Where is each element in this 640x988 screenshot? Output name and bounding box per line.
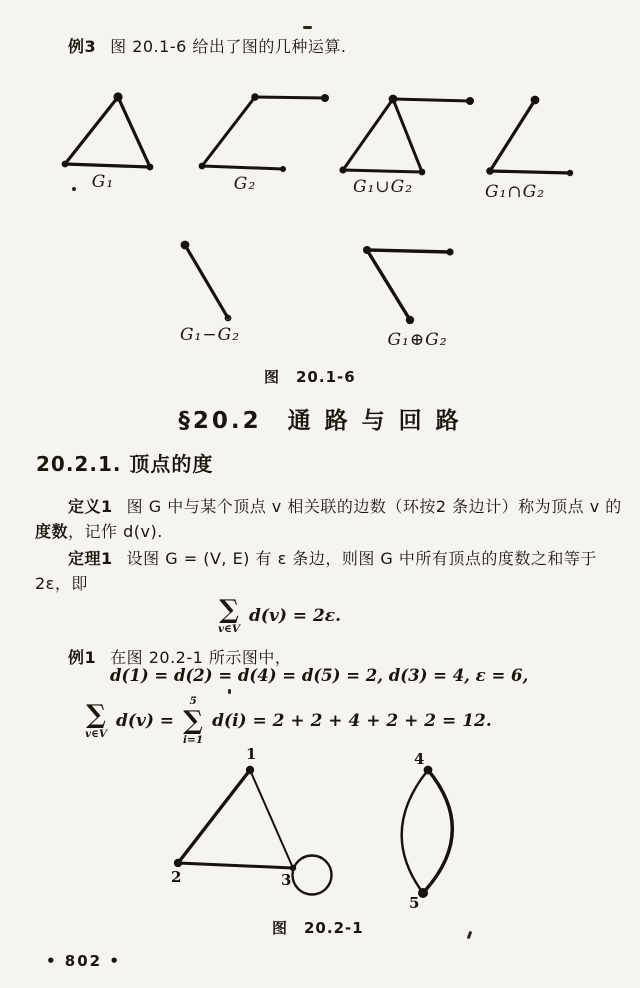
vertex-dot bbox=[246, 766, 254, 774]
graph-g2-label: G₂ bbox=[233, 174, 257, 194]
graph-g2-drawing bbox=[188, 88, 335, 180]
theorem1-line2: 2ε，即 bbox=[35, 574, 88, 593]
vertex-dot bbox=[321, 94, 329, 102]
definition1-text: 图 G 中与某个顶点 v 相关联的边数（环按2 条边计）称为顶点 v 的 bbox=[126, 497, 622, 516]
example1-line bbox=[68, 645, 291, 668]
graph-intersection-edges bbox=[490, 100, 570, 173]
figure2-vertices bbox=[174, 766, 433, 898]
definition1-line1 bbox=[68, 494, 622, 517]
sigma-glyph: ∑ bbox=[183, 705, 203, 736]
degree-term: 度数 bbox=[35, 522, 69, 541]
graph-g1-label: G₁ bbox=[91, 172, 115, 192]
vertex-dot bbox=[363, 246, 371, 254]
section-header: §20.2 通 路 与 回 路 bbox=[178, 408, 462, 434]
vertex-dot bbox=[389, 95, 398, 104]
graph-ringsum-label: G₁⊕G₂ bbox=[387, 330, 448, 350]
vertex-dot bbox=[113, 92, 122, 101]
figure2-edges bbox=[178, 770, 452, 895]
graph-g2-vertices bbox=[199, 93, 329, 172]
vertex-dot bbox=[147, 164, 154, 171]
formula-mid: d(v) = bbox=[116, 710, 175, 731]
vertex-label-4: 4 bbox=[414, 750, 425, 768]
graph-union-edges bbox=[343, 99, 470, 172]
sum-lower-limit: i=1 bbox=[183, 733, 204, 746]
parallel-edge-right bbox=[423, 770, 452, 893]
graph-g1-drawing bbox=[55, 88, 160, 178]
graph-ringsum-edges bbox=[367, 250, 450, 320]
example3-label: 例3 bbox=[68, 37, 97, 56]
vertex-dot bbox=[62, 161, 69, 168]
sum-lower-limit: v∈V bbox=[218, 623, 241, 635]
vertex-dot bbox=[418, 888, 428, 898]
figure2-drawing bbox=[158, 745, 468, 917]
example3-text: 图 20.1-6 给出了图的几种运算. bbox=[110, 37, 347, 56]
vertex-dot bbox=[424, 766, 433, 775]
vertex-dot bbox=[339, 166, 346, 173]
graph-g2-edges bbox=[202, 97, 325, 169]
vertex-dot bbox=[531, 96, 540, 105]
edge bbox=[185, 245, 228, 318]
vertex-dot bbox=[174, 859, 182, 867]
graph-g1-edges bbox=[65, 97, 150, 167]
vertex-dot bbox=[406, 316, 414, 324]
figure1-caption: 图 20.1-6 bbox=[264, 368, 356, 386]
parallel-edge-left bbox=[402, 770, 428, 893]
graph-ringsum-vertices bbox=[363, 246, 454, 324]
sum-upper-limit: 5 bbox=[189, 695, 197, 707]
vertex-dot bbox=[567, 170, 573, 176]
scan-speck bbox=[228, 689, 231, 694]
vertex-dot bbox=[280, 166, 286, 172]
definition1-line2-rest: ，记作 d(v). bbox=[68, 522, 163, 541]
sigma-glyph: ∑ bbox=[219, 595, 239, 625]
vertex-dot bbox=[486, 167, 494, 175]
scan-speck bbox=[72, 187, 76, 191]
graph-union-label: G₁∪G₂ bbox=[352, 177, 414, 197]
summation-symbol bbox=[218, 597, 240, 635]
summation-symbol bbox=[85, 699, 108, 740]
vertex-label-2: 2 bbox=[171, 868, 182, 886]
vertex-label-3: 3 bbox=[281, 871, 292, 889]
scan-speck bbox=[303, 26, 312, 29]
example1-text: 在图 20.2-1 所示图中， bbox=[110, 648, 292, 667]
definition1-label: 定义1 bbox=[68, 497, 113, 516]
degree-sum-formula bbox=[85, 696, 492, 745]
theorem1-line1 bbox=[68, 546, 597, 569]
vertex-label-5: 5 bbox=[409, 894, 420, 912]
graph-difference-label: G₁−G₂ bbox=[179, 325, 241, 345]
graph-g1-vertices bbox=[62, 92, 154, 170]
sigma-glyph: ∑ bbox=[86, 699, 106, 730]
example3-line bbox=[68, 34, 346, 57]
vertex-dot bbox=[419, 169, 426, 176]
vertex-dot bbox=[466, 97, 474, 105]
figure2-caption: 图 20.2-1 bbox=[272, 919, 364, 937]
graph-ringsum-drawing bbox=[353, 242, 465, 332]
scan-speck bbox=[467, 931, 473, 940]
vertex-dot bbox=[181, 241, 190, 250]
handshake-formula bbox=[218, 597, 341, 635]
formula-rhs: d(v) = 2ε. bbox=[249, 605, 342, 626]
theorem1-text: 设图 G = (V, E) 有 ε 条边，则图 G 中所有顶点的度数之和等于 bbox=[126, 549, 597, 568]
self-loop bbox=[293, 856, 332, 895]
graph-intersection-drawing bbox=[478, 92, 580, 184]
vertex-dot bbox=[251, 93, 259, 101]
formula-rhs: d(i) = 2 + 2 + 4 + 2 + 2 = 12. bbox=[212, 710, 492, 731]
vertex-label-1: 1 bbox=[246, 745, 257, 763]
degree-values-line: d(1) = d(2) = d(4) = d(5) = 2, d(3) = 4, ε = 6, bbox=[110, 666, 529, 685]
summation-symbol bbox=[183, 696, 203, 745]
graph-difference-drawing bbox=[170, 238, 246, 330]
graph-intersection-label: G₁∩G₂ bbox=[484, 182, 546, 202]
vertex-dot bbox=[199, 163, 206, 170]
graph-union-drawing bbox=[333, 90, 480, 184]
definition1-line2 bbox=[35, 519, 163, 542]
theorem1-label: 定理1 bbox=[68, 549, 113, 568]
sum-lower-limit: v∈V bbox=[85, 727, 108, 740]
page-number: • 802 • bbox=[46, 952, 121, 970]
subsection-header: 20.2.1. 顶点的度 bbox=[36, 452, 214, 476]
vertex-dot bbox=[446, 248, 453, 255]
example1-label: 例1 bbox=[68, 648, 97, 667]
